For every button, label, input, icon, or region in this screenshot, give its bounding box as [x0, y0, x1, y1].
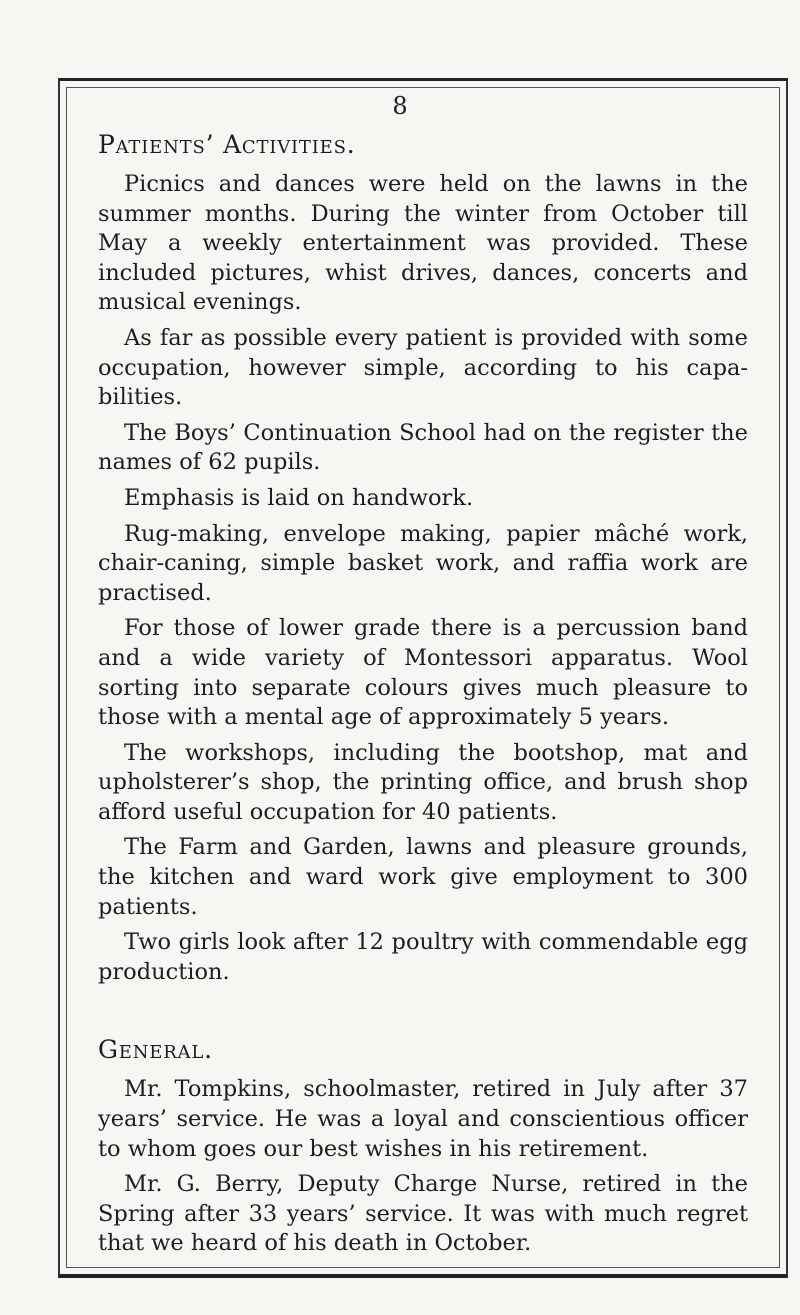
paragraph: Two girls look after 12 poultry with commendable egg production. [98, 929, 748, 985]
paragraph: Picnics and dances were held on the lawns in the summer months. During the winter from October till May a weekly entertainment was provided. These included pictures, whist drives, dances, concerts and musical evenings. [98, 171, 748, 316]
paragraph: Mr. G. Berry, Deputy Charge Nurse, retired in the Spring after 33 years’ service. It was with much regret that we heard of his death in October. [98, 1171, 748, 1257]
section-spacer [98, 993, 748, 1035]
paragraph: The Boys’ Continuation School had on the register the names of 62 pupils. [98, 419, 748, 476]
section-heading-general: General. [98, 1035, 213, 1065]
paragraph: For those of lower grade there is a percussion band and a wide variety of Montessori apparatus. Wool sorting into separate colours gives much pleasure to those with a mental age of approximately 5 years. [98, 615, 748, 731]
page-number: 8 [392, 92, 408, 120]
page-content [98, 130, 748, 1265]
paragraph: Emphasis is laid on handwork. [124, 484, 474, 511]
section-heading-patients-activities: Patients’ Activities. [98, 130, 356, 159]
paragraph: Rug-making, envelope making, papier mâché work, chair-caning, simple basket work, and raffia work are practised. [98, 520, 748, 606]
paragraph: Mr. Tompkins, schoolmaster, retired in July after 37 years’ service. He was a loyal and conscientious officer to whom goes our best wishes in his retirement. [98, 1076, 748, 1162]
paragraph: The workshops, including the bootshop, mat and upholsterer’s shop, the printing office, and brush shop afford useful occupation for 40 patients. [98, 739, 748, 825]
paragraph: As far as possible every patient is provided with some occupation, however simple, according to his capa- bilities. [98, 324, 748, 411]
paragraph: The Farm and Garden, lawns and pleasure grounds, the kitchen and ward work give employment to 300 patients. [98, 834, 748, 920]
